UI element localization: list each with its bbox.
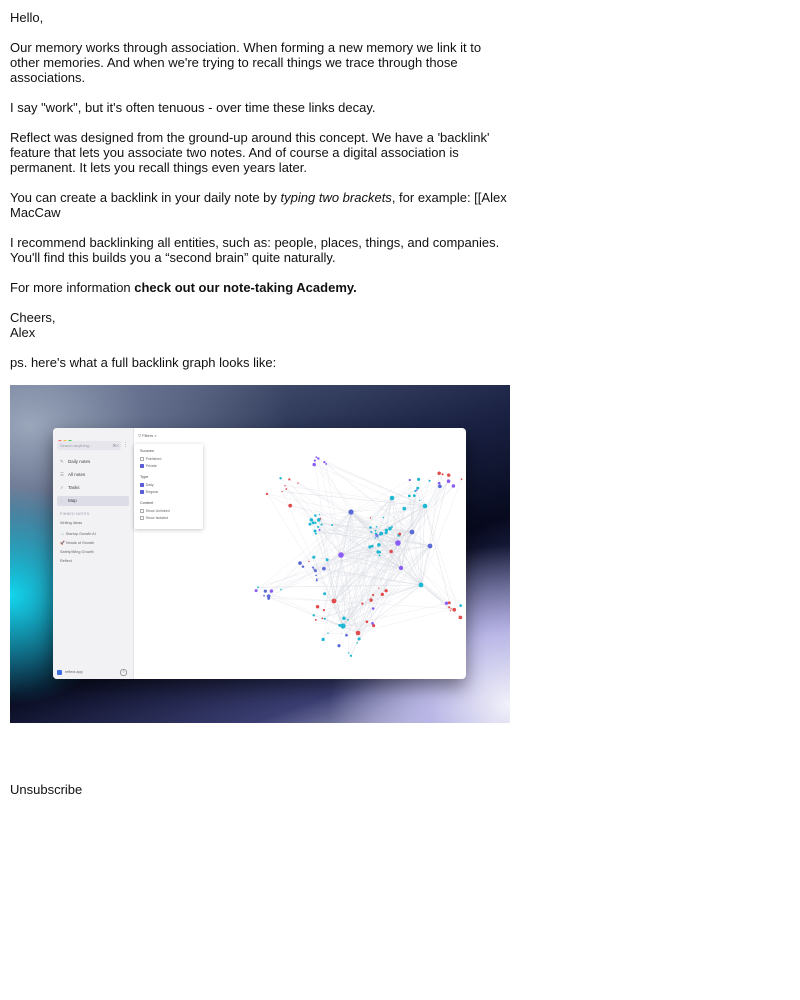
sidebar-item-daily-notes[interactable] [57, 457, 129, 467]
graph-node[interactable] [279, 477, 281, 479]
graph-node[interactable] [317, 526, 319, 528]
map-icon: ∴ [60, 498, 63, 503]
graph-node[interactable] [413, 494, 416, 497]
graph-node[interactable] [370, 531, 372, 533]
graph-nodes [255, 456, 463, 657]
graph-node[interactable] [332, 599, 337, 604]
graph-node[interactable] [409, 479, 411, 481]
graph-node[interactable] [395, 540, 401, 546]
graph-node[interactable] [419, 500, 420, 501]
graph-edges [256, 457, 462, 656]
graph-node[interactable] [371, 622, 374, 625]
graph-node[interactable] [312, 556, 315, 559]
graph-node[interactable] [263, 595, 265, 597]
graph-node[interactable] [384, 589, 387, 592]
graph-node[interactable] [461, 478, 463, 480]
backlink-howto-text: You can create a backlink in your daily note by [10, 190, 281, 205]
graph-node[interactable] [377, 543, 381, 547]
graph-node[interactable] [324, 618, 326, 620]
graph-node[interactable] [370, 517, 371, 518]
graph-node[interactable] [379, 554, 381, 556]
graph-node[interactable] [327, 632, 329, 634]
graph-node[interactable] [322, 567, 326, 571]
checkbox-icon[interactable] [140, 516, 144, 520]
graph-node[interactable] [356, 642, 358, 644]
signoff: Cheers, [10, 310, 56, 325]
graph-edge [289, 479, 341, 555]
graph-node[interactable] [374, 537, 375, 538]
filter-option[interactable] [140, 457, 161, 461]
graph-node[interactable] [389, 550, 392, 553]
paragraph-memory: Our memory works through association. When forming a new memory we link it to other memories. And when we're trying to recall things we trace through those associations. [10, 40, 482, 85]
graph-edge [421, 479, 462, 585]
unsubscribe-link[interactable]: Unsubscribe [10, 782, 83, 797]
graph-edge [322, 543, 398, 618]
filter-option[interactable] [140, 516, 168, 520]
graph-edge [298, 483, 351, 512]
sidebar-item-all-notes[interactable] [57, 470, 129, 480]
graph-node[interactable] [314, 530, 317, 533]
graph-node[interactable] [416, 487, 419, 490]
graph-node[interactable] [320, 524, 322, 526]
checkbox-checked-icon[interactable] [140, 490, 144, 494]
graph-node[interactable] [398, 533, 401, 536]
graph-node[interactable] [372, 607, 375, 610]
email-body [10, 10, 510, 385]
graph-node[interactable] [319, 529, 321, 531]
graph-node[interactable] [331, 524, 333, 526]
sidebar-item-label: Tasks [68, 485, 80, 490]
graph-edge [267, 494, 351, 512]
graph-node[interactable] [316, 579, 318, 581]
graph-node[interactable] [452, 608, 456, 612]
graph-node[interactable] [297, 482, 299, 484]
close-icon[interactable]: × [154, 433, 157, 438]
graph-node[interactable] [448, 606, 450, 608]
graph-node[interactable] [310, 518, 314, 522]
more-icon[interactable]: ⋮ [123, 442, 128, 448]
graph-edge [358, 609, 451, 633]
filter-option[interactable] [140, 464, 157, 468]
checkbox-icon[interactable] [140, 457, 144, 461]
graph-node[interactable] [428, 544, 433, 549]
sidebar-item-label: Map [68, 498, 77, 503]
search-placeholder: Search anything... [60, 443, 93, 448]
pinned-note[interactable]: ☁️ Startup Growth AI [60, 531, 96, 536]
graph-node[interactable] [369, 598, 372, 601]
graph-edge [316, 585, 421, 620]
graph-node[interactable] [308, 561, 309, 562]
postscript: ps. here's what a full backlink graph looks like: [10, 355, 277, 370]
graph-node[interactable] [281, 491, 282, 492]
graph-edge [269, 506, 425, 598]
filter-section-title: Type [140, 475, 149, 479]
backlink-graph-screenshot [10, 385, 510, 723]
graph-edge [314, 465, 392, 498]
search-input[interactable] [57, 441, 121, 450]
graph-node[interactable] [376, 526, 378, 528]
graph-node[interactable] [366, 620, 369, 623]
graph-node[interactable] [255, 589, 258, 592]
graph-node[interactable] [345, 634, 348, 637]
graph-node[interactable] [347, 619, 349, 621]
graph-node[interactable] [280, 589, 282, 591]
graph-node[interactable] [314, 522, 316, 524]
filter-option-label: Published [145, 457, 162, 462]
graph-node[interactable] [358, 637, 361, 640]
graph-node[interactable] [416, 490, 418, 492]
graph-node[interactable] [266, 493, 268, 495]
graph-edge [421, 585, 446, 603]
graph-node[interactable] [438, 482, 441, 485]
graph-node[interactable] [368, 545, 371, 548]
graph-node[interactable] [323, 461, 325, 463]
filter-option[interactable] [140, 483, 154, 487]
signoff-block [10, 310, 510, 340]
graph-edge [286, 489, 401, 568]
graph-edge [326, 464, 425, 506]
graph-edge [341, 534, 381, 555]
sidebar-item-label: All notes [68, 472, 86, 477]
graph-node[interactable] [372, 594, 374, 596]
filters-button-label: Filters [142, 433, 154, 438]
filter-icon: ▽ [138, 433, 142, 438]
pinned-note[interactable]: Safety/Wing Growth [60, 549, 94, 554]
graph-node[interactable] [315, 575, 317, 577]
filter-option[interactable] [140, 490, 158, 494]
graph-node[interactable] [302, 565, 305, 568]
graph-edge [256, 512, 351, 591]
graph-node[interactable] [459, 604, 462, 607]
pinned-note[interactable]: 🚀 Heads of Growth [60, 541, 95, 545]
backlink-graph[interactable] [173, 428, 466, 679]
graph-node[interactable] [337, 644, 340, 647]
graph-node[interactable] [350, 655, 352, 657]
graph-node[interactable] [442, 473, 444, 475]
graph-edge [416, 490, 425, 506]
graph-edge [419, 479, 425, 506]
paragraph-backlink-howto [10, 190, 510, 220]
sidebar-item-map[interactable] [57, 496, 129, 506]
graph-node[interactable] [410, 530, 415, 535]
pencil-icon: ✎ [60, 459, 64, 464]
graph-node[interactable] [315, 456, 317, 458]
graph-edge [343, 603, 449, 626]
graph-node[interactable] [312, 521, 315, 524]
graph-node[interactable] [338, 552, 344, 558]
graph-node[interactable] [323, 592, 326, 595]
graph-node[interactable] [314, 460, 316, 462]
more-info-text: For more information [10, 280, 135, 295]
paragraph-more-info [10, 280, 510, 295]
graph-node[interactable] [326, 558, 329, 561]
help-icon[interactable]: ? [120, 669, 127, 676]
pinned-note[interactable]: Reflect [60, 559, 72, 563]
graph-node[interactable] [375, 530, 377, 532]
graph-node[interactable] [308, 523, 311, 526]
graph-node[interactable] [445, 602, 448, 605]
academy-link[interactable] [134, 280, 357, 295]
filter-option-label: Regular [145, 490, 159, 495]
signature: Alex [10, 325, 36, 340]
graph-node[interactable] [288, 478, 290, 480]
graph-node[interactable] [447, 479, 451, 483]
filter-section-title: Content [140, 501, 154, 505]
graph-node[interactable] [376, 550, 379, 553]
filter-option-label: Daily [145, 483, 154, 488]
graph-edge [343, 498, 392, 626]
graph-node[interactable] [399, 566, 403, 570]
graph-node[interactable] [319, 514, 320, 515]
graph-node[interactable] [267, 594, 271, 598]
graph-node[interactable] [381, 593, 384, 596]
graph-edge [269, 532, 412, 596]
graph-node[interactable] [315, 619, 317, 621]
graph-node[interactable] [298, 561, 302, 565]
graph-node[interactable] [315, 533, 317, 535]
academy-link-label: check out our note-taking Academy. [134, 280, 357, 295]
graph-node[interactable] [257, 586, 259, 588]
graph-node[interactable] [388, 527, 392, 531]
graph-node[interactable] [348, 652, 349, 653]
graph-node[interactable] [348, 509, 353, 514]
pinned-note[interactable]: Writing Ideas [60, 521, 83, 525]
list-icon: ☰ [60, 472, 65, 477]
graph-node[interactable] [437, 472, 440, 475]
graph-node[interactable] [438, 484, 442, 488]
graph-edge [317, 532, 412, 580]
footer-user: reflect.app [65, 670, 83, 674]
backlink-example-text: , for example: [[Alex MacCaw [10, 190, 507, 220]
graph-node[interactable] [284, 485, 285, 486]
graph-node[interactable] [391, 526, 393, 528]
graph-edge [269, 598, 334, 601]
checkbox-checked-icon[interactable] [140, 483, 144, 487]
avatar [57, 670, 62, 675]
filter-option-label: Show Unlinked [145, 509, 170, 514]
graph-node[interactable] [390, 496, 395, 501]
graph-node[interactable] [317, 457, 319, 459]
graph-edge [334, 585, 421, 601]
filter-option-label: Private [145, 464, 157, 469]
graph-node[interactable] [419, 583, 424, 588]
checkbox-checked-icon[interactable] [140, 464, 144, 468]
graph-node[interactable] [314, 569, 317, 572]
graph-node[interactable] [288, 504, 292, 508]
graph-node[interactable] [385, 531, 388, 534]
sidebar-item-label: Daily notes [68, 459, 91, 464]
graph-node[interactable] [323, 609, 325, 611]
graph-node[interactable] [356, 631, 361, 636]
sidebar-item-tasks[interactable] [57, 483, 129, 493]
graph-node[interactable] [325, 463, 327, 465]
graph-node[interactable] [321, 638, 324, 641]
filters-button[interactable] [138, 433, 157, 438]
paragraph-recommendation: I recommend backlinking all entities, such as: people, places, things, and companies. You'll find this builds you a “second brain” quite naturally. [10, 235, 500, 265]
graph-node[interactable] [369, 526, 372, 529]
graph-node[interactable] [312, 614, 314, 616]
pinned-notes-header: PINNED NOTES [60, 512, 90, 516]
graph-node[interactable] [383, 517, 384, 518]
graph-edge [401, 568, 449, 607]
graph-node[interactable] [270, 589, 273, 592]
graph-node[interactable] [428, 480, 430, 482]
greeting: Hello, [10, 10, 44, 25]
graph-node[interactable] [342, 616, 345, 619]
graph-edge [398, 543, 454, 610]
graph-node[interactable] [285, 488, 287, 490]
graph-node[interactable] [450, 610, 451, 611]
graph-edge [412, 532, 461, 606]
sidebar [53, 428, 134, 679]
graph-node[interactable] [447, 473, 450, 476]
graph-edge [398, 481, 449, 543]
filter-section-title: Sources [140, 449, 154, 453]
graph-node[interactable] [378, 587, 379, 588]
graph-node[interactable] [321, 618, 323, 620]
filter-option[interactable] [140, 509, 170, 513]
graph-edge [264, 596, 334, 601]
check-icon: ✓ [60, 485, 64, 490]
graph-node[interactable] [314, 514, 317, 517]
paragraph-work: I say "work", but it's often tenuous - over time these links decay. [10, 100, 376, 115]
graph-node[interactable] [408, 495, 411, 498]
graph-node[interactable] [402, 507, 406, 511]
sidebar-footer[interactable] [57, 669, 129, 675]
graph-node[interactable] [423, 504, 428, 509]
graph-node[interactable] [450, 608, 451, 609]
graph-node[interactable] [316, 605, 319, 608]
graph-node[interactable] [448, 601, 451, 604]
graph-node[interactable] [459, 616, 463, 620]
search-shortcut: ⌘K [112, 443, 119, 448]
graph-node[interactable] [264, 590, 267, 593]
graph-node[interactable] [379, 532, 383, 536]
graph-node[interactable] [312, 463, 315, 466]
graph-node[interactable] [312, 567, 314, 569]
paragraph-reflect: Reflect was designed from the ground-up around this concept. We have a 'backlink' feature that lets you associate two notes. And of course a digital association is permanent. It lets you recall things even years later. [10, 130, 490, 175]
graph-node[interactable] [417, 478, 420, 481]
graph-edge [421, 506, 425, 585]
typing-two-brackets-emphasis: typing two brackets [280, 190, 392, 205]
graph-node[interactable] [452, 484, 455, 487]
graph-node[interactable] [340, 623, 345, 628]
graph-node[interactable] [361, 603, 363, 605]
app-window [53, 428, 466, 679]
graph-node[interactable] [377, 535, 378, 536]
filter-option-label: Show Isolated [145, 516, 169, 521]
graph-node[interactable] [377, 537, 378, 538]
checkbox-icon[interactable] [140, 509, 144, 513]
graph-node[interactable] [317, 518, 321, 522]
graph-node[interactable] [338, 624, 341, 627]
